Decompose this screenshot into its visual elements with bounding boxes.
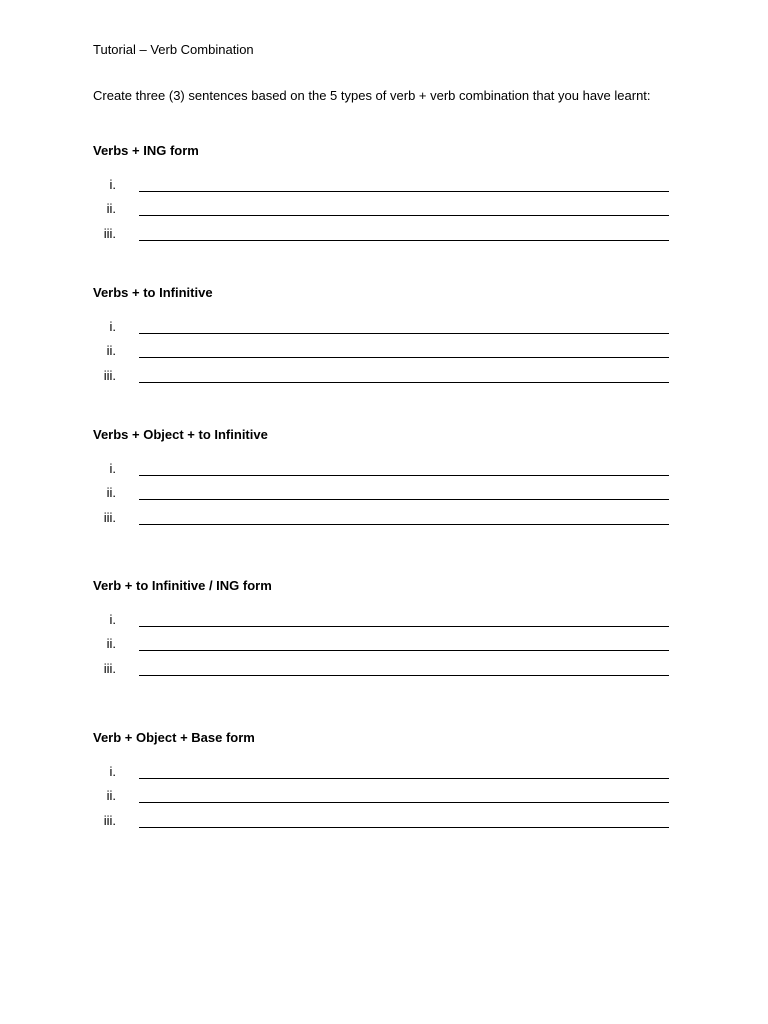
answer-line bbox=[93, 461, 673, 481]
answer-numeral: ii. bbox=[106, 485, 116, 500]
section-heading: Verb + to Infinitive / ING form bbox=[93, 578, 272, 593]
answer-line bbox=[93, 201, 673, 221]
answer-line bbox=[93, 788, 673, 808]
answer-blank bbox=[139, 827, 669, 828]
answer-numeral: iii. bbox=[103, 661, 116, 676]
answer-numeral: i. bbox=[109, 177, 116, 192]
answer-line bbox=[93, 813, 673, 833]
answer-numeral: iii. bbox=[103, 813, 116, 828]
answer-numeral: i. bbox=[109, 461, 116, 476]
answer-blank bbox=[139, 475, 669, 476]
answer-blank bbox=[139, 524, 669, 525]
answer-numeral: i. bbox=[109, 319, 116, 334]
answer-line bbox=[93, 510, 673, 530]
answer-numeral: iii. bbox=[103, 510, 116, 525]
answer-blank bbox=[139, 650, 669, 651]
answer-blank bbox=[139, 778, 669, 779]
answer-blank bbox=[139, 626, 669, 627]
answer-blank bbox=[139, 357, 669, 358]
answer-line bbox=[93, 319, 673, 339]
answer-blank bbox=[139, 333, 669, 334]
answer-line bbox=[93, 764, 673, 784]
answer-line bbox=[93, 368, 673, 388]
answer-blank bbox=[139, 215, 669, 216]
answer-line bbox=[93, 612, 673, 632]
answer-blank bbox=[139, 675, 669, 676]
answer-line bbox=[93, 343, 673, 363]
answer-line bbox=[93, 636, 673, 656]
section-heading: Verbs + Object + to Infinitive bbox=[93, 427, 268, 442]
answer-line bbox=[93, 661, 673, 681]
section-heading: Verbs + ING form bbox=[93, 143, 199, 158]
answer-blank bbox=[139, 382, 669, 383]
answer-numeral: ii. bbox=[106, 788, 116, 803]
answer-numeral: i. bbox=[109, 612, 116, 627]
answer-numeral: i. bbox=[109, 764, 116, 779]
answer-blank bbox=[139, 499, 669, 500]
answer-blank bbox=[139, 802, 669, 803]
answer-numeral: ii. bbox=[106, 343, 116, 358]
instructions-text: Create three (3) sentences based on the 5 types of verb + verb combination that you have learnt: bbox=[93, 88, 651, 103]
answer-line bbox=[93, 177, 673, 197]
answer-numeral: ii. bbox=[106, 201, 116, 216]
answer-line bbox=[93, 226, 673, 246]
page-title: Tutorial – Verb Combination bbox=[93, 42, 254, 57]
answer-numeral: ii. bbox=[106, 636, 116, 651]
answer-blank bbox=[139, 191, 669, 192]
section-heading: Verb + Object + Base form bbox=[93, 730, 255, 745]
answer-numeral: iii. bbox=[103, 368, 116, 383]
answer-blank bbox=[139, 240, 669, 241]
answer-line bbox=[93, 485, 673, 505]
section-heading: Verbs + to Infinitive bbox=[93, 285, 213, 300]
answer-numeral: iii. bbox=[103, 226, 116, 241]
